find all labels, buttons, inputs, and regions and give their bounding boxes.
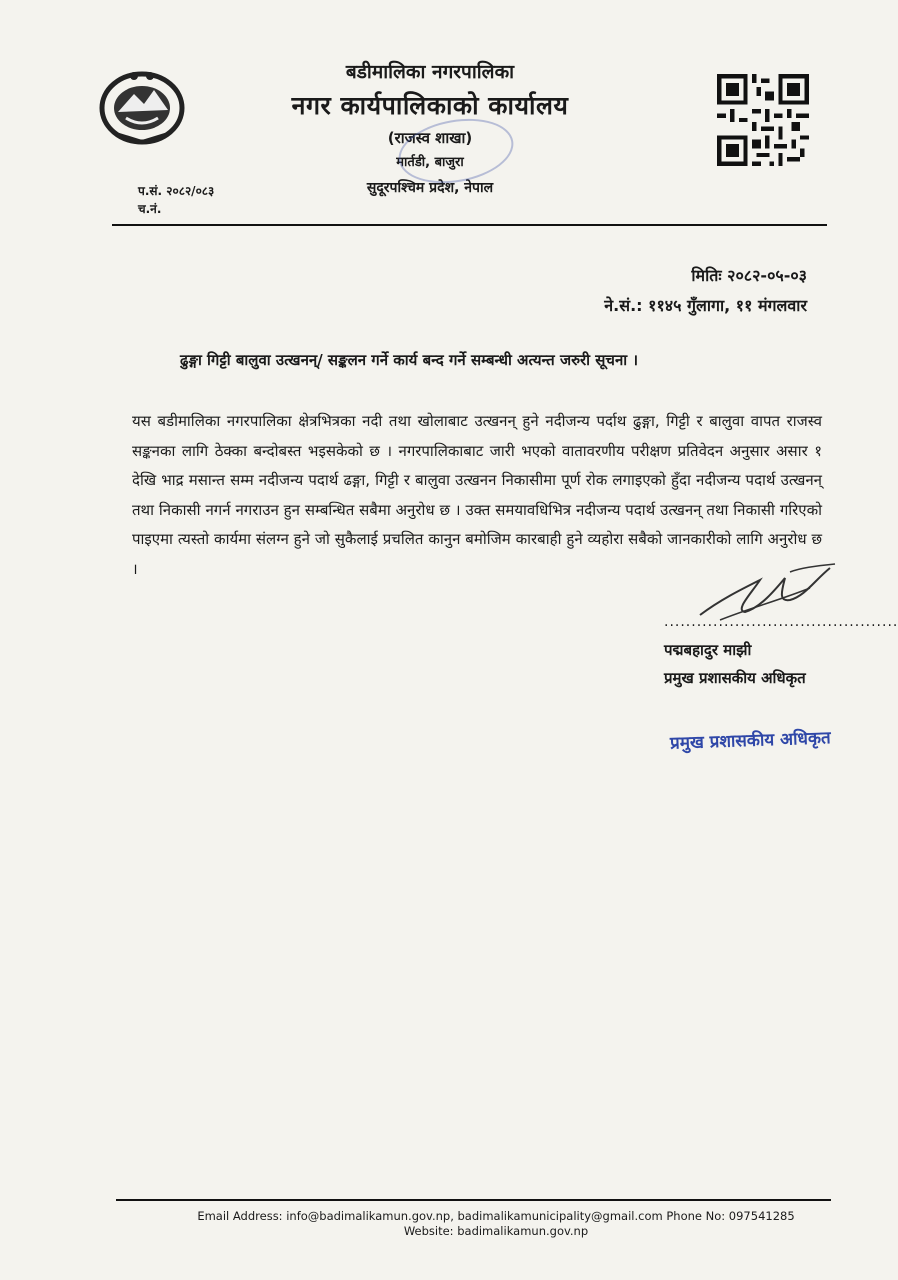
district-name: मार्तडी, बाजुरा [396, 155, 464, 170]
signer-title: प्रमुख प्रशासकीय अधिकृत [664, 669, 806, 687]
nepal-sambat-date: ने.सं.: ११४५ गुँलागा, ११ मंगलवार [604, 296, 807, 315]
notice-subject: ढुङ्गा गिट्टी बालुवा उत्खनन्/ सङ्कलन गर्ने कार्य बन्द गर्ने सम्बन्धी अत्यन्त जरुरी सूचना । [180, 351, 639, 369]
reference-number: प.सं. २०८२/०८३ [138, 184, 215, 198]
header-divider [112, 224, 827, 226]
footer-divider [116, 1199, 831, 1201]
dispatch-number: च.नं. [138, 202, 162, 216]
issue-date: मितिः २०८२-०५-०३ [691, 266, 807, 285]
branch-name: (राजस्व शाखा) [387, 129, 473, 147]
notice-body: यस बडीमालिका नगरपालिका क्षेत्रभित्रका नदी तथा खोलाबाट उत्खनन् हुने नदीजन्य पर्दाथ ढुङ्गा, गिट्टी र बालुवा वापत राजस्व सङ्कनका लागि ठेक्का बन्दोबस्त भइसकेको छ । नगरपालिकाबाट जारी भएको वातावरणीय परीक्षण प्रतिवेदन अनुसार असार १ देखि भाद्र मसान्त सम्म नदीजन्य पदार्थ ढङ्गा, गिट्टी र बालुवा उत्खनन निकासीमा पूर्ण रोक लगाइएको हुँदा नदीजन्य पदार्थ उत्खनन् तथा निकासी नगर्न नगराउन हुन सम्बन्धित सबैमा अनुरोध छ । उक्त समयावधिभित्र नदीजन्य पदार्थ उत्खनन् तथा निकासी गरिएको पाइएमा त्यस्तो कार्यमा संलग्न हुने जो सुकैलाई प्रचलित कानुन बमोजिम कारबाही हुने व्यहोरा सबैको जानकारीको लागि अनुरोध छ । [132, 412, 822, 578]
qr-code-icon [717, 74, 809, 166]
signature-line: ........................................... [664, 614, 898, 630]
office-name: नगर कार्यपालिकाको कार्यालय [291, 91, 569, 120]
municipality-name: बडीमालिका नगरपालिका [345, 61, 515, 83]
signer-name: पद्मबहादुर माझी [664, 641, 752, 659]
footer-contact: Email Address: info@badimalikamun.gov.np, badimalikamunicipality@gmail.com Phone No: 097541285 [197, 1209, 795, 1223]
footer-website: Website: badimalikamun.gov.np [403, 1224, 589, 1238]
province-name: सुदूरपश्चिम प्रदेश, नेपाल [366, 180, 494, 196]
official-seal: प्रमुख प्रशासकीय अधिकृत [669, 728, 831, 754]
nepal-government-emblem-icon [96, 64, 188, 146]
